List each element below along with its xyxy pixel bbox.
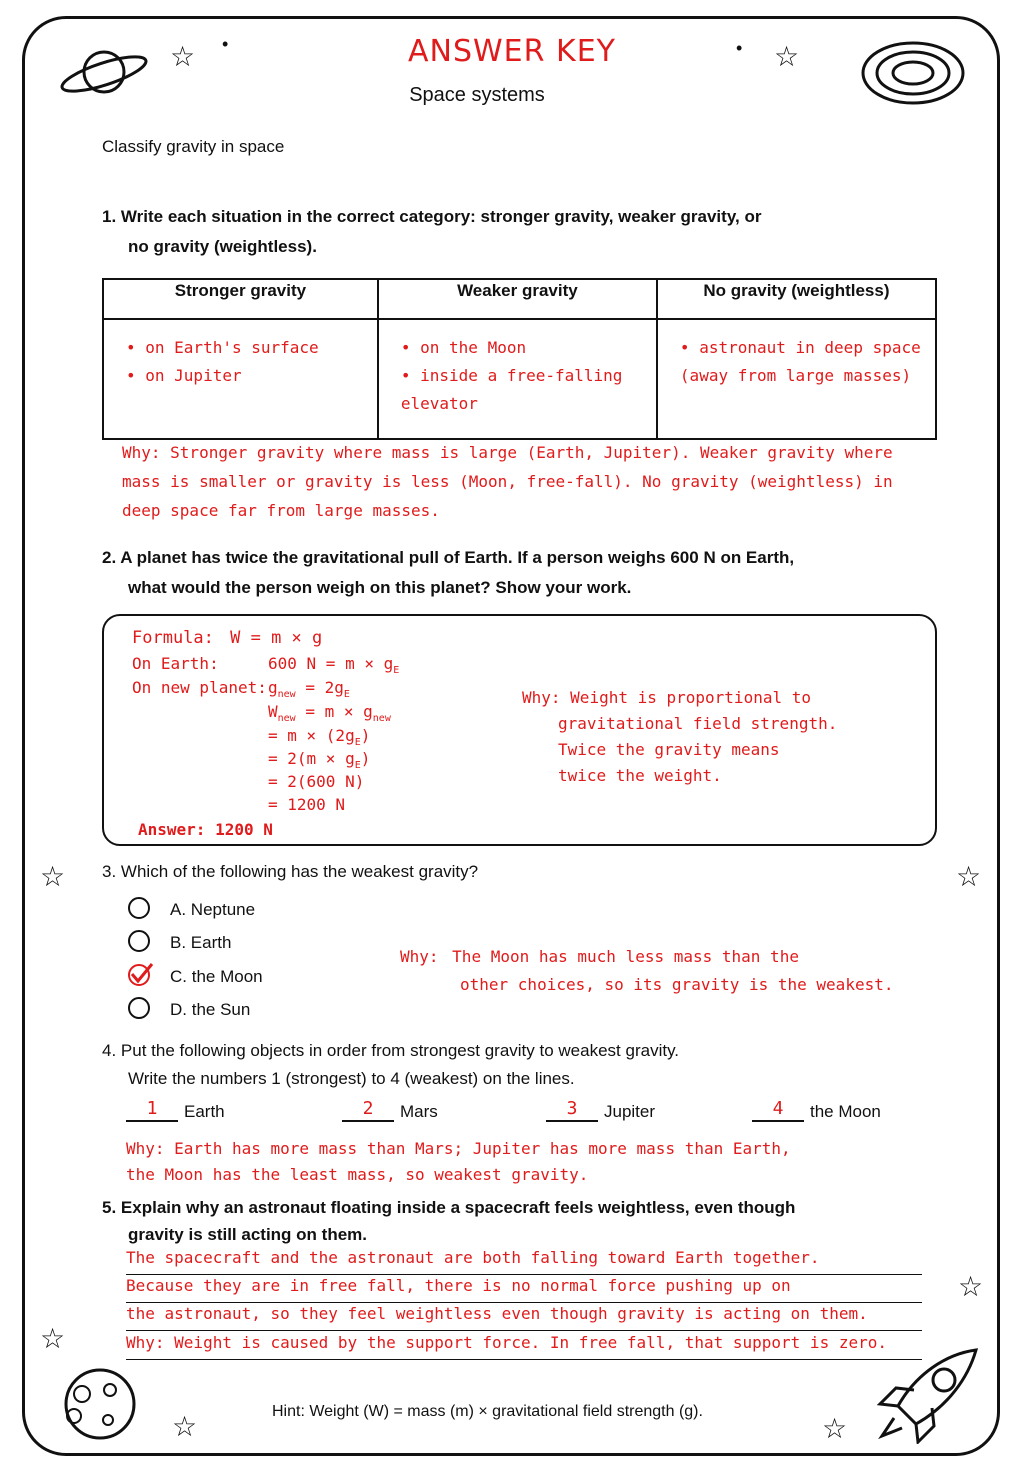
answer-line-1[interactable]: The spacecraft and the astronaut are both falling toward Earth together. <box>126 1248 922 1275</box>
option-a-label: A. Neptune <box>170 900 256 919</box>
question-text: Put the following objects in order from strongest gravity to weakest gravity. <box>120 1041 680 1060</box>
step-5: = 2(600 N) <box>268 772 365 791</box>
question-4 <box>102 1041 679 1089</box>
star-icon: ☆ <box>774 41 800 72</box>
column-header-weaker: Weaker gravity <box>378 279 657 319</box>
question-text-cont: what would the person weigh on this planet? Show your work. <box>128 578 632 597</box>
item-label-earth: Earth <box>184 1102 225 1121</box>
dot-icon: • <box>222 34 229 54</box>
weaker-cell <box>378 319 657 439</box>
question-3 <box>102 862 478 882</box>
why-explanation-3: Why: The Moon has much less mass than the other choices, so its gravity is the weakest. <box>400 947 894 994</box>
step-3: = $m \times (2g_E)$ <box>268 726 371 749</box>
formula-label: Formula: <box>132 628 214 648</box>
column-header-stronger: Stronger gravity <box>103 279 378 319</box>
answer-line-2[interactable]: Because they are in free fall, there is no normal force pushing up on <box>126 1276 922 1303</box>
question-number: 2. <box>102 548 117 567</box>
earth-label: On Earth: <box>132 654 219 673</box>
step-4: = $2(m \times g_E)$ <box>268 749 371 772</box>
list-item: • on Earth's surface <box>126 334 369 362</box>
hint-text: Hint: Weight (W) = mass (m) × gravitational field strength (g). <box>272 1403 703 1420</box>
page-subtitle: Space systems <box>409 84 545 106</box>
answer-text: Answer: 1200 N <box>138 820 273 839</box>
radio-option-b[interactable] <box>128 930 150 952</box>
question-5 <box>102 1198 795 1245</box>
question-text-cont: gravity is still acting on them. <box>128 1225 367 1244</box>
list-item: • on Jupiter <box>126 362 369 390</box>
item-label-mars: Mars <box>400 1102 438 1121</box>
star-icon: ☆ <box>40 861 66 892</box>
answer-blank-moon[interactable]: 4 <box>752 1098 804 1122</box>
stronger-cell <box>103 319 378 439</box>
column-header-none: No gravity (weightless) <box>657 279 936 319</box>
question-number: 4. <box>102 1041 117 1060</box>
answer-blank-jupiter[interactable]: 3 <box>546 1098 598 1122</box>
list-item: • on the Moon <box>401 334 648 362</box>
radio-option-d[interactable] <box>128 997 150 1019</box>
option-d-label: D. the Sun <box>170 1000 251 1019</box>
section-heading: Classify gravity in space <box>102 137 285 156</box>
answer-blank-earth[interactable]: 1 <box>126 1098 178 1122</box>
checkmark-icon <box>128 962 154 988</box>
why-explanation-1: Why: Stronger gravity where mass is large (Earth, Jupiter). Weaker gravity where mass is smaller or gravity is less (Moon, free-fall). No gravity (weightless) in deep space far from large masses. <box>122 443 893 520</box>
star-icon: ☆ <box>956 861 982 892</box>
question-text-cont: no gravity (weightless). <box>128 237 317 256</box>
question-text: Write each situation in the correct category: stronger gravity, weaker gravity, or <box>120 207 762 226</box>
question-number: 3. <box>102 862 117 881</box>
planet-label: On new planet: <box>132 678 267 697</box>
answer-blank-mars[interactable]: 2 <box>342 1098 394 1122</box>
list-item: • inside a free-falling elevator <box>401 362 648 418</box>
formula: W = m × g <box>230 628 323 648</box>
moon-icon <box>52 1368 148 1440</box>
answer-line-3[interactable]: the astronaut, so they feel weightless even though gravity is acting on them. <box>126 1304 922 1331</box>
gravity-classification-table <box>102 278 937 440</box>
option-c-label: C. the Moon <box>170 967 263 986</box>
question-text: Which of the following has the weakest gravity? <box>120 862 479 881</box>
dot-icon: • <box>736 38 743 58</box>
step-1: $g_{new} = 2g_E$ <box>268 678 350 701</box>
earth-equation: 600 $N = m \times g_E$ <box>268 654 400 677</box>
option-b-label: B. Earth <box>170 933 232 952</box>
why-label: Why: <box>522 688 561 707</box>
none-cell <box>657 319 936 439</box>
star-icon: ☆ <box>172 1411 198 1442</box>
question-text: Explain why an astronaut floating inside a spacecraft feels weightless, even though <box>120 1198 796 1217</box>
list-item: • astronaut in deep space (away from large masses) <box>680 334 927 390</box>
question-number: 1. <box>102 207 117 226</box>
item-label-jupiter: Jupiter <box>604 1102 656 1121</box>
item-label-moon: the Moon <box>810 1102 881 1121</box>
step-2: $W_{new} = m \times g_{new}$ <box>268 702 391 725</box>
question-2 <box>102 548 794 598</box>
star-icon: ☆ <box>822 1413 848 1444</box>
why-label: Why: <box>400 947 439 966</box>
why-explanation-4: Why: Earth has more mass than Mars; Jupiter has more mass than Earth, the Moon has the least mass, so weakest gravity. <box>126 1139 791 1184</box>
step-6: = 1200 N <box>268 795 346 814</box>
star-icon: ☆ <box>40 1323 66 1354</box>
star-icon: ☆ <box>958 1271 984 1302</box>
radio-option-c[interactable] <box>128 964 150 986</box>
radio-option-a[interactable] <box>128 897 150 919</box>
question-text-cont: Write the numbers 1 (strongest) to 4 (weakest) on the lines. <box>128 1069 575 1088</box>
why-explanation-2: Why: Weight is proportional to gravitational field strength. Twice the gravity means twice the weight. <box>522 688 838 785</box>
answer-line-4[interactable]: Why: Weight is caused by the support force. In free fall, that support is zero. <box>126 1333 922 1360</box>
question-number: 5. <box>102 1198 117 1217</box>
question-text: A planet has twice the gravitational pull of Earth. If a person weighs 600 N on Earth, <box>120 548 795 567</box>
question-1 <box>102 207 761 257</box>
formula-line <box>132 628 322 648</box>
page-title: ANSWER KEY <box>408 34 616 69</box>
star-icon: ☆ <box>170 41 196 72</box>
